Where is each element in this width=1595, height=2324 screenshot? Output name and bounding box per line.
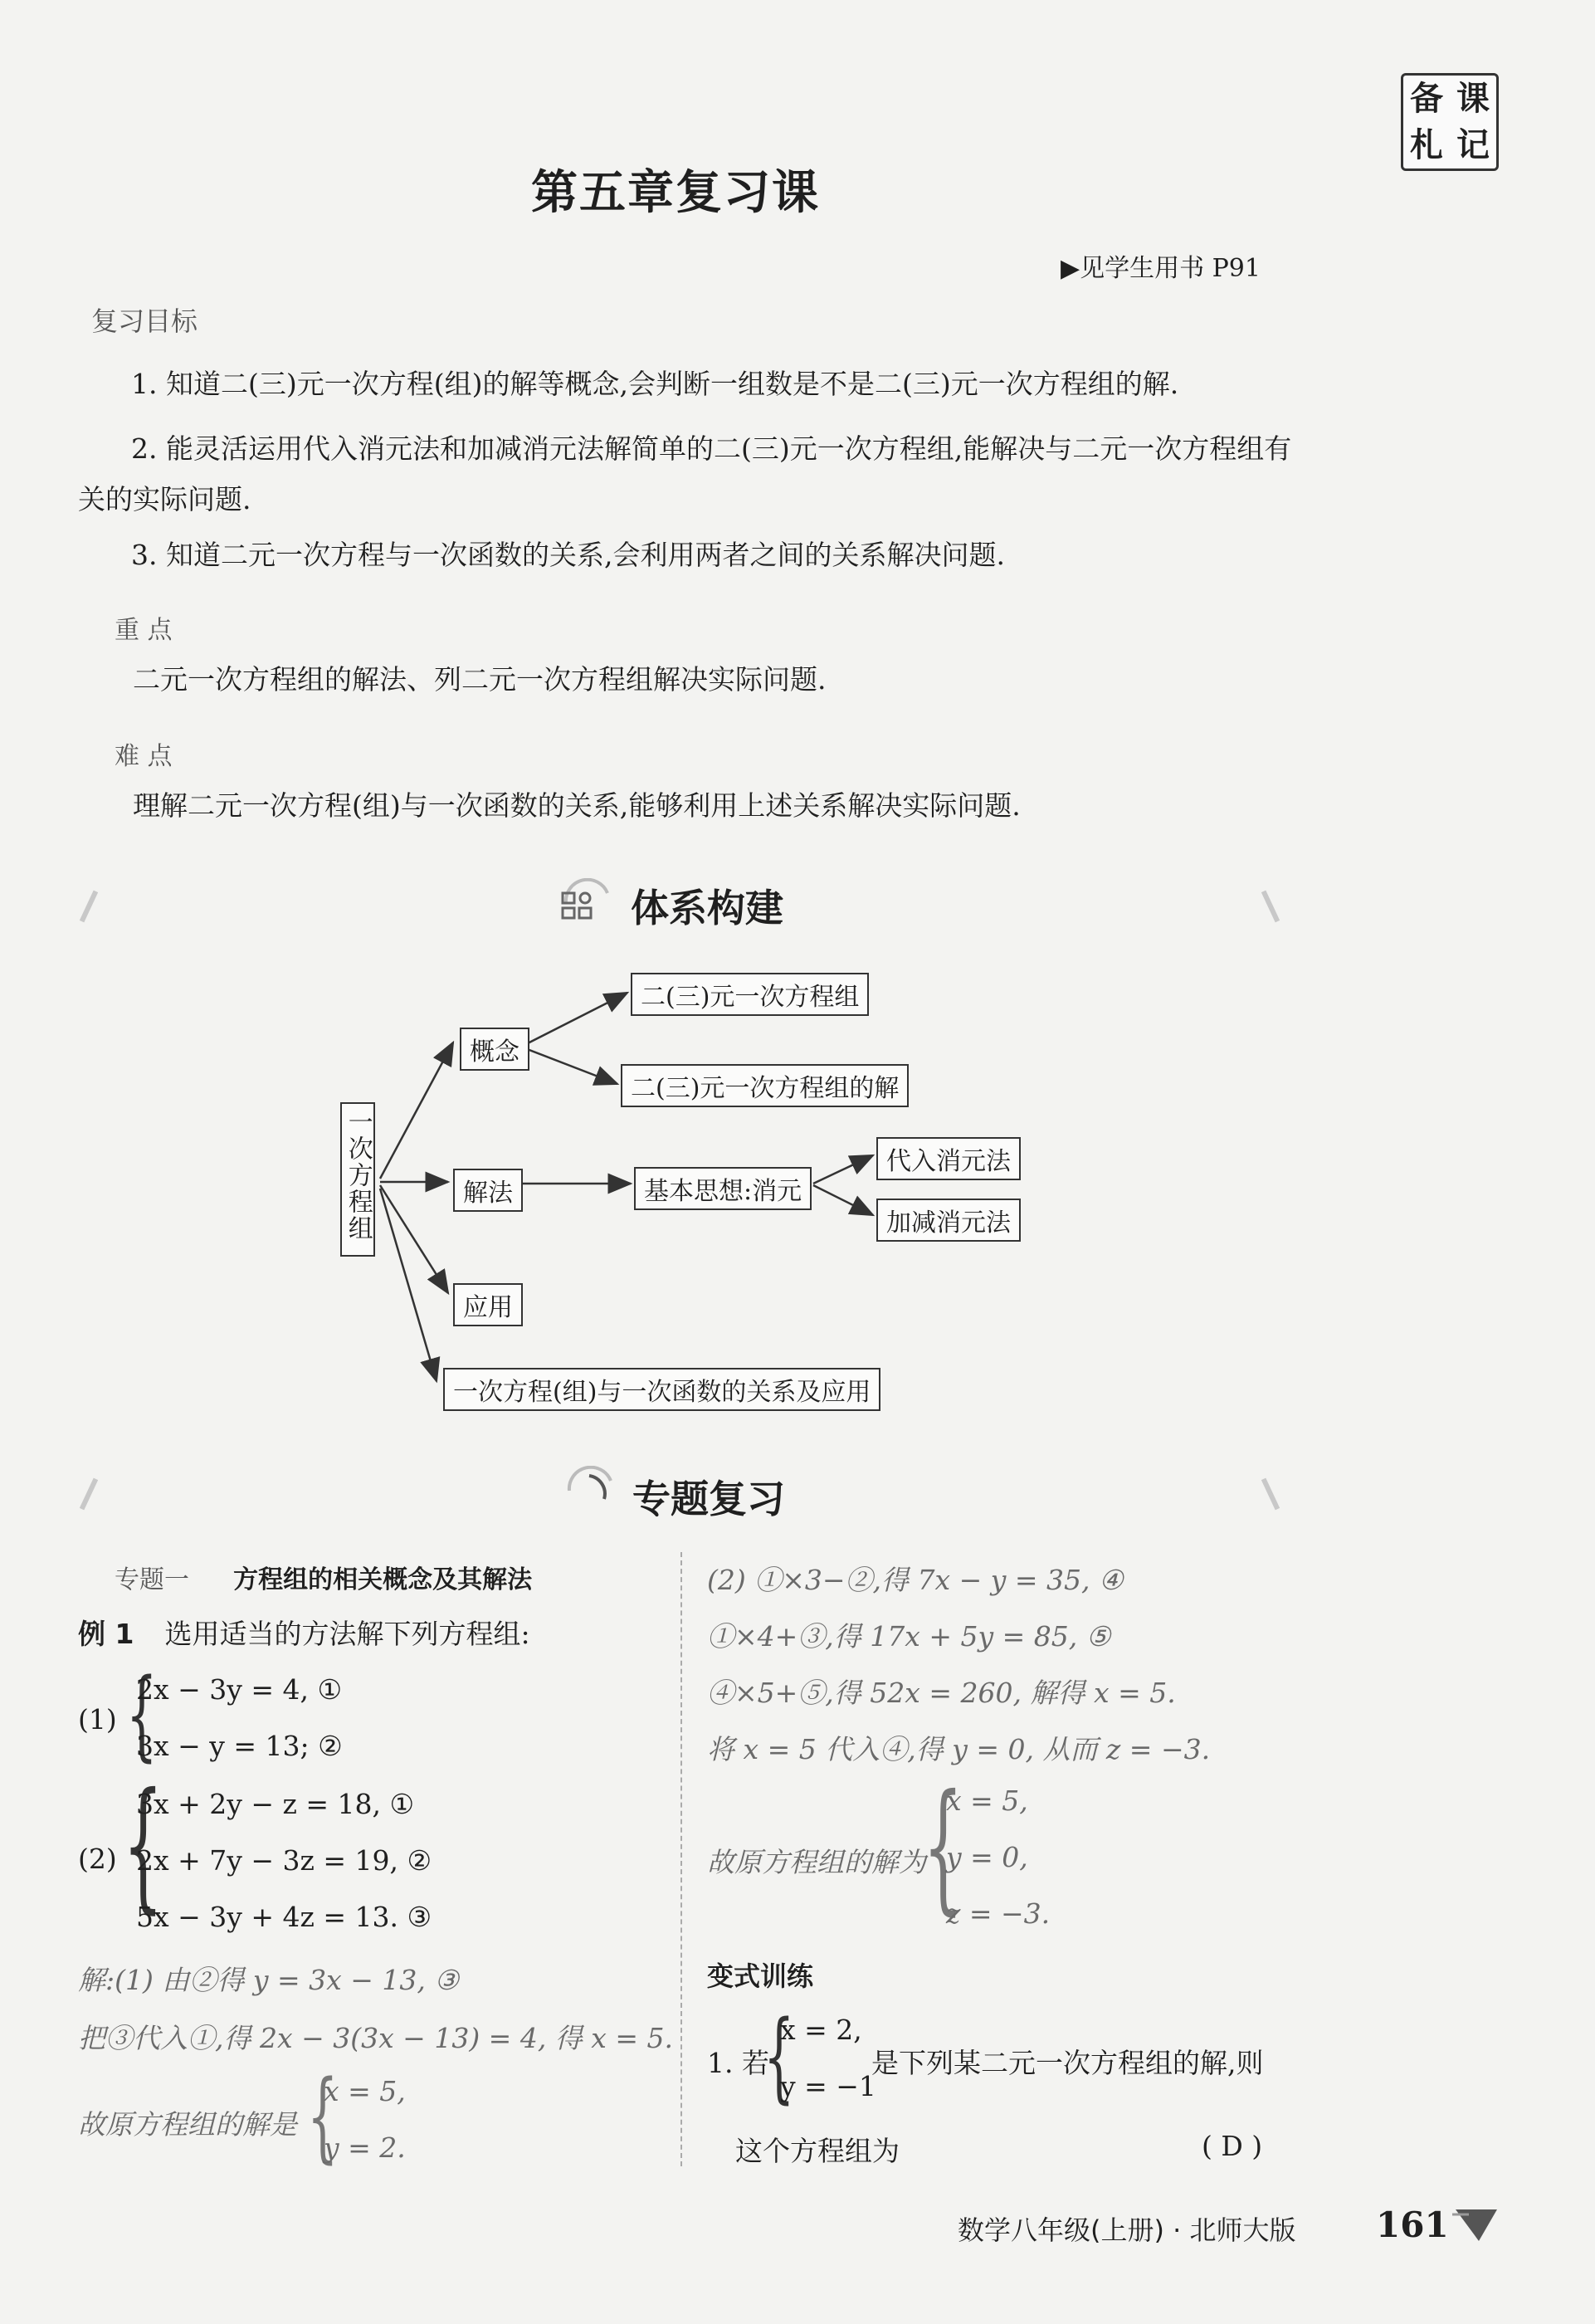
solution-value: x = 5, bbox=[324, 2075, 406, 2107]
solution-final: 故原方程组的解是 bbox=[78, 2108, 297, 2141]
method-node: 基本思想:消元 bbox=[634, 1167, 812, 1210]
problem-label: (2) bbox=[78, 1843, 117, 1875]
solution-value: y = 0, bbox=[946, 1841, 1028, 1873]
decor-mark bbox=[80, 1478, 98, 1511]
method-node: 加减消元法 bbox=[876, 1199, 1021, 1242]
solution-value: y = 2. bbox=[324, 2131, 406, 2164]
column-divider bbox=[680, 1552, 682, 2166]
answer: ( D ) bbox=[1202, 2130, 1263, 2162]
stamp-char: 记 bbox=[1456, 126, 1490, 164]
example-line: 例 1 选用适当的方法解下列方程组: bbox=[78, 1618, 530, 1650]
stamp-char: 备 bbox=[1410, 80, 1443, 118]
brace-icon: { bbox=[763, 1999, 795, 2113]
page-number: 161 bbox=[1376, 2204, 1449, 2245]
stamp-char: 课 bbox=[1456, 80, 1490, 118]
decor-mark bbox=[1261, 1478, 1280, 1511]
key-point-text: 二元一次方程组的解法、列二元一次方程组解决实际问题. bbox=[133, 663, 827, 696]
brace-icon: { bbox=[126, 1657, 158, 1771]
brace-icon: { bbox=[307, 2058, 339, 2173]
key-point-heading: 重 点 bbox=[115, 616, 173, 645]
reference-note: ▶见学生用书 P91 bbox=[1061, 254, 1261, 283]
solution-line: 把③代入①,得 2x − 3(3x − 13) = 4, 得 x = 5. bbox=[78, 2022, 674, 2054]
solution-line: ④×5+⑤,得 52x = 260, 解得 x = 5. bbox=[707, 1677, 1176, 1709]
solution-line: 解:(1) 由②得 y = 3x − 13, ③ bbox=[78, 1964, 459, 1996]
application-node: 应用 bbox=[453, 1283, 523, 1326]
brace-icon: { bbox=[123, 1763, 163, 1927]
brace-icon: { bbox=[923, 1765, 963, 1929]
equation: 3x − y = 13; ② bbox=[136, 1730, 343, 1762]
solution-line: ①×4+③,得 17x + 5y = 85, ⑤ bbox=[707, 1620, 1111, 1653]
equation: 2x − 3y = 4, ① bbox=[136, 1673, 343, 1706]
concept-root: 一次方程组 bbox=[340, 1102, 375, 1257]
difficulty-text: 理解二元一次方程(组)与一次函数的关系,能够利用上述关系解决实际问题. bbox=[133, 789, 1021, 822]
equation: 3x + 2y − z = 18, ① bbox=[136, 1788, 415, 1820]
problem-label: (1) bbox=[78, 1703, 117, 1736]
topic-title: 专题一 方程组的相关概念及其解法 bbox=[115, 1565, 533, 1594]
relation-node: 一次方程(组)与一次函数的关系及应用 bbox=[443, 1368, 880, 1411]
question-value: y = −1 bbox=[780, 2070, 876, 2102]
solution-line: (2) ①×3−②,得 7x − y = 35, ④ bbox=[707, 1564, 1124, 1596]
objectives-heading: 复习目标 bbox=[91, 305, 198, 337]
solution-value: z = −3. bbox=[946, 1897, 1051, 1930]
play-arrow-icon: ▶ bbox=[1061, 254, 1080, 283]
question-text: 这个方程组为 bbox=[735, 2135, 900, 2167]
difficulty-heading: 难 点 bbox=[115, 742, 173, 771]
footer-book: 数学八年级(上册) · 北师大版 bbox=[958, 2214, 1296, 2246]
method-node: 解法 bbox=[453, 1169, 523, 1212]
stamp-char: 札 bbox=[1410, 126, 1443, 164]
concept-node: 二(三)元一次方程组的解 bbox=[621, 1064, 909, 1107]
equation: 2x + 7y − 3z = 19, ② bbox=[136, 1844, 432, 1877]
solution-final: 故原方程组的解为 bbox=[707, 1846, 926, 1878]
objective-item: 2. 能灵活运用代入消元法和加减消元法解简单的二(三)元一次方程组,能解决与二元一次方程组有关的实际问题. bbox=[78, 432, 1292, 516]
objective-item: 1. 知道二(三)元一次方程(组)的解等概念,会判断一组数是不是二(三)元一次方程组的解. bbox=[131, 368, 1179, 400]
solution-value: x = 5, bbox=[946, 1784, 1028, 1817]
question-prefix: 1. 若 bbox=[707, 2047, 769, 2079]
method-node: 代入消元法 bbox=[876, 1137, 1021, 1180]
objective-item: 3. 知道二元一次方程与一次函数的关系,会利用两者之间的关系解决问题. bbox=[131, 539, 1005, 571]
concept-node: 概念 bbox=[460, 1028, 529, 1071]
corner-arrow-icon bbox=[1451, 2203, 1502, 2249]
practice-heading: 变式训练 bbox=[707, 1960, 814, 1992]
question-value: x = 2, bbox=[780, 2014, 862, 2046]
solution-line: 将 x = 5 代入④,得 y = 0, 从而 z = −3. bbox=[707, 1733, 1211, 1765]
equation: 5x − 3y + 4z = 13. ③ bbox=[136, 1901, 432, 1933]
system-heading: 体系构建 bbox=[631, 886, 783, 930]
question-text: 是下列某二元一次方程组的解,则 bbox=[871, 2047, 1264, 2079]
page-title: 第五章复习课 bbox=[531, 166, 820, 220]
topics-heading: 专题复习 bbox=[632, 1477, 785, 1521]
concept-node: 二(三)元一次方程组 bbox=[631, 973, 869, 1016]
topic-icon bbox=[561, 1466, 621, 1516]
